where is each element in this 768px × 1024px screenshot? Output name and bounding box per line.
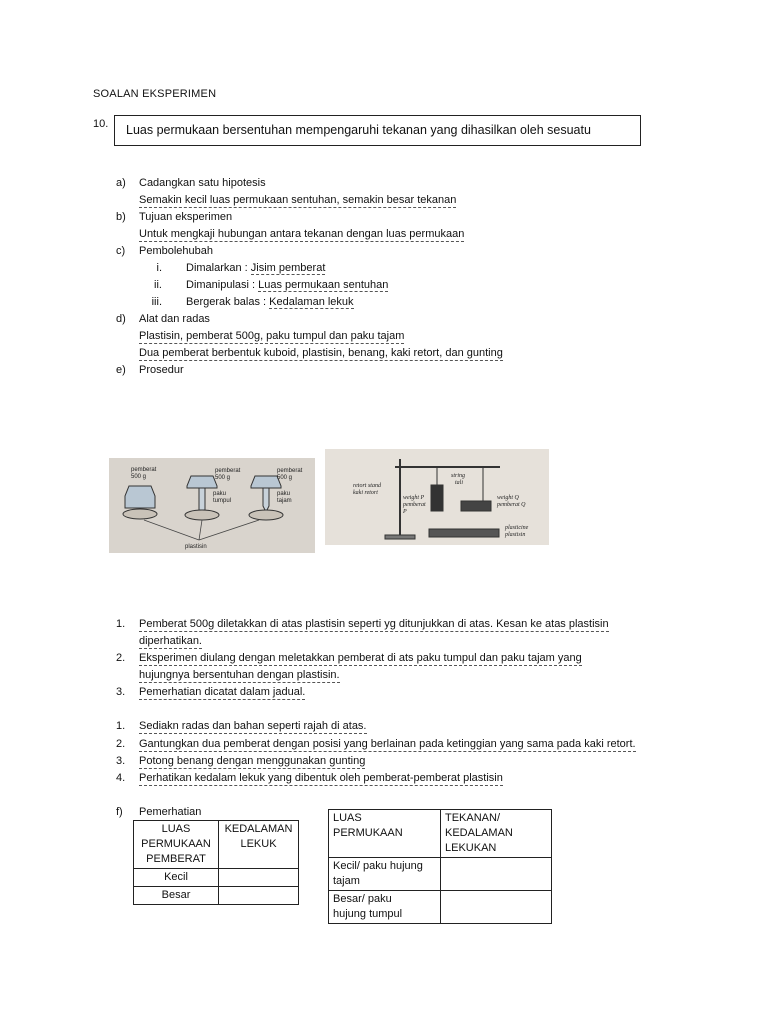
table-row — [329, 810, 552, 858]
sharp-nail-icon — [263, 488, 269, 512]
section-label: e) — [116, 364, 126, 376]
step-text-cont: diperhatikan. — [139, 635, 202, 647]
table-row — [329, 858, 552, 891]
label-weight-3-mass: 500 g — [277, 475, 293, 481]
step-number: 3. — [116, 686, 126, 698]
label-plasticine: plastisin — [185, 544, 207, 550]
hypothesis-answer: Semakin kecil luas permukaan sentuhan, semakin besar tekanan — [139, 194, 457, 206]
variable-value: Luas permukaan sentuhan — [258, 279, 389, 291]
table-header-cell — [441, 810, 552, 858]
cell-line: Kecil/ paku hujung — [333, 860, 423, 872]
plasticine-icon — [185, 510, 219, 520]
step-text: Perhatikan kedalam lekuk yang dibentuk oleh pemberat-pemberat plastisin — [139, 772, 503, 784]
plasticine-icon — [123, 509, 157, 519]
variable-value: Kedalaman lekuk — [269, 296, 354, 308]
section-label: f) — [116, 806, 123, 818]
table-cell-empty[interactable] — [441, 858, 552, 891]
weight-p-icon — [431, 485, 443, 511]
header-line: LUAS — [161, 823, 191, 835]
question-statement: Luas permukaan bersentuhan mempengaruhi tekanan yang dihasilkan oleh sesuatu — [126, 123, 591, 137]
variable-item — [186, 278, 388, 292]
step-text: Sediakn radas dan bahan seperti rajah di atas. — [139, 720, 367, 732]
section-title: Alat dan radas — [139, 313, 210, 325]
label-weight-2-mass: 500 g — [215, 475, 231, 481]
weight-icon — [187, 476, 217, 488]
document-heading: SOALAN EKSPERIMEN — [93, 88, 217, 100]
section-label: c) — [116, 245, 126, 257]
header-line: PERMUKAAN — [333, 827, 403, 839]
label-plasticine-ms: plastisin — [505, 532, 526, 538]
header-line: LEKUK — [240, 838, 277, 850]
section-label: d) — [116, 313, 126, 325]
observation-table-2 — [328, 809, 552, 924]
section-label: b) — [116, 211, 126, 223]
step-number: 2. — [116, 738, 126, 750]
label-weight-3: pemberat — [277, 468, 303, 474]
label-weight-p-b: pemberat — [403, 502, 426, 508]
question-number: 10. — [93, 118, 109, 130]
table-cell: Kecil — [134, 869, 219, 887]
table-header-cell — [329, 810, 441, 858]
header-line: KEDALAMAN — [224, 823, 293, 835]
weight-q-icon — [461, 501, 491, 511]
table-row — [134, 869, 299, 887]
step-number: 4. — [116, 772, 126, 784]
label-sharp-nail: paku — [277, 491, 291, 497]
retort-base-icon — [385, 535, 415, 539]
section-title: Prosedur — [139, 364, 184, 376]
figure-retort-stand — [325, 449, 549, 545]
step-text: Pemberat 500g diletakkan di atas plastisin seperti yg ditunjukkan di atas. Kesan ke atas plastisin — [139, 618, 609, 630]
label-weight-1-mass: 500 g — [131, 474, 147, 480]
roman-numeral: i. — [156, 262, 162, 274]
table-header-cell — [134, 821, 219, 869]
weight-icon — [125, 486, 155, 508]
step-number: 2. — [116, 652, 126, 664]
label-retort-b: kaki retort — [353, 490, 378, 496]
step-text: Potong benang dengan menggunakan gunting — [139, 755, 366, 767]
section-title: Pembolehubah — [139, 245, 214, 257]
table-row — [134, 821, 299, 869]
plasticine-icon — [249, 510, 283, 520]
label-weight-p-c: P — [403, 509, 407, 515]
label-weight-q: weight Q — [497, 495, 519, 501]
step-number: 3. — [116, 755, 126, 767]
table-row — [134, 887, 299, 905]
table-cell-empty[interactable] — [219, 887, 299, 905]
header-line: LUAS — [333, 812, 362, 824]
variable-name: Dimalarkan : — [186, 262, 251, 274]
table-header-cell — [219, 821, 299, 869]
cell-line: Besar/ paku — [333, 893, 392, 905]
label-weight-1: pemberat — [131, 467, 157, 473]
plasticine-block-icon — [429, 529, 499, 537]
label-weight-2: pemberat — [215, 468, 241, 474]
header-line: KEDALAMAN — [445, 827, 513, 839]
variable-item — [186, 261, 325, 275]
section-title: Pemerhatian — [139, 806, 202, 818]
table-cell-empty[interactable] — [219, 869, 299, 887]
header-line: TEKANAN/ — [445, 812, 501, 824]
label-retort: retort stand — [353, 483, 381, 489]
section-label: a) — [116, 177, 126, 189]
step-text: Pemerhatian dicatat dalam jadual. — [139, 686, 306, 698]
label-plasticine-en: plasticine — [505, 525, 529, 531]
header-line: PERMUKAAN — [141, 838, 211, 850]
blunt-nail-icon — [199, 488, 205, 510]
table-cell — [329, 858, 441, 891]
cell-line: tajam — [333, 875, 360, 887]
step-text: Eksperimen diulang dengan meletakkan pemberat di ats paku tumpul dan paku tajam yang — [139, 652, 582, 664]
figure-weights-on-plasticine — [109, 458, 315, 553]
variable-value: Jisim pemberat — [250, 262, 326, 274]
table-row — [329, 891, 552, 924]
label-blunt-nail-b: tumpul — [213, 498, 232, 504]
step-number: 1. — [116, 618, 126, 630]
section-title: Tujuan eksperimen — [139, 211, 233, 223]
section-title: Cadangkan satu hipotesis — [139, 177, 266, 189]
apparatus-text: Dua pemberat berbentuk kuboid, plastisin, benang, kaki retort, dan gunting — [139, 347, 503, 359]
variable-item — [186, 295, 354, 309]
header-line: PEMBERAT — [146, 853, 206, 865]
roman-numeral: iii. — [151, 296, 162, 308]
label-string-b: tali — [455, 480, 464, 486]
aim-answer: Untuk mengkaji hubungan antara tekanan dengan luas permukaan — [139, 228, 465, 240]
step-text-cont: hujungnya bersentuhan dengan plastisin. — [139, 669, 340, 681]
step-text: Gantungkan dua pemberat dengan posisi yang berlainan pada ketinggian yang sama pada kaki retort. — [139, 738, 636, 750]
variable-name: Dimanipulasi : — [186, 279, 259, 291]
roman-numeral: ii. — [154, 279, 162, 291]
figure-weights-drawing — [109, 458, 315, 553]
figure-retort-drawing — [325, 449, 549, 545]
label-string: string — [451, 473, 466, 479]
question-statement-box — [114, 115, 641, 146]
label-weight-p: weight P — [403, 495, 425, 501]
step-number: 1. — [116, 720, 126, 732]
label-weight-q-b: pemberat Q — [497, 502, 526, 508]
header-line: LEKUKAN — [445, 842, 497, 854]
cell-line: hujung tumpul — [333, 908, 403, 920]
label-blunt-nail: paku — [213, 491, 227, 497]
table-cell-empty[interactable] — [441, 891, 552, 924]
table-cell — [329, 891, 441, 924]
variable-name: Bergerak balas : — [186, 296, 270, 308]
label-sharp-nail-b: tajam — [277, 498, 292, 504]
table-cell: Besar — [134, 887, 219, 905]
observation-table-1 — [133, 820, 299, 905]
apparatus-text: Plastisin, pemberat 500g, paku tumpul dan paku tajam — [139, 330, 405, 342]
